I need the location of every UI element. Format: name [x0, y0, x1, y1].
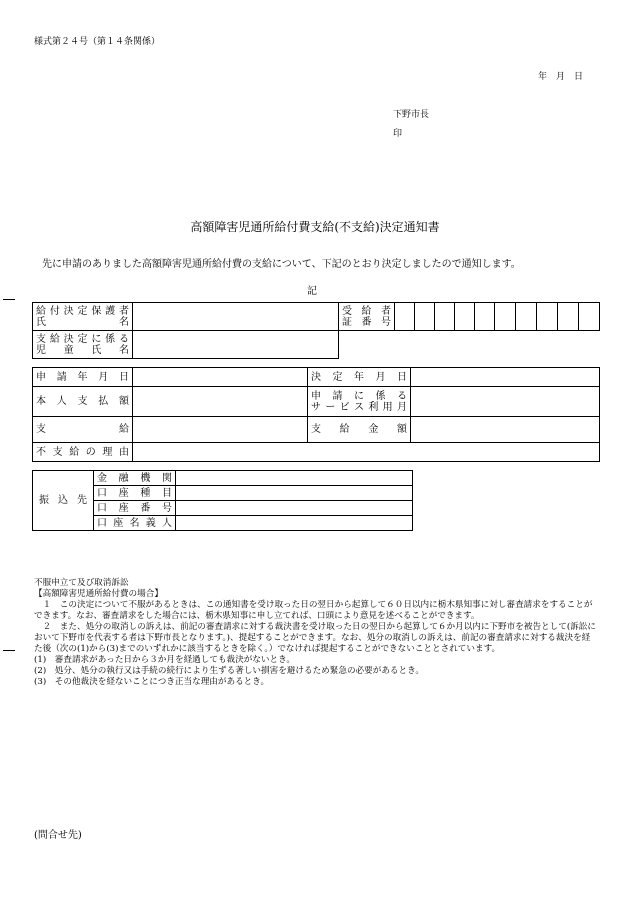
non-payment-reason-label: 不支給の理由	[33, 443, 133, 462]
appeal-notes	[34, 578, 596, 688]
non-payment-reason-field[interactable]	[133, 443, 600, 462]
account-type-label: 口座種目	[94, 486, 176, 501]
form-number: 様式第２４号（第１４条関係）	[34, 37, 161, 47]
margin-mark	[3, 299, 15, 300]
notes-paragraph-2: ２ また、処分の取消しの訴えは、前記の審査請求に対する裁決書を受け取った日の翌日から起算して６か月以内に下野市を被告として(訴訟において下野市を代表する者は下野市長となります。)、提起することができます。なお、処分の取消しの訴えは、前記の審査請求に対する裁決を経た後（次の(1)から(3)までのいずれかに該当するときを除く。）でなければ提起することができないこととされています。	[34, 622, 596, 654]
issuer-seal: 印	[393, 129, 403, 139]
recipient-table	[32, 302, 600, 359]
recipient-digit-cell[interactable]	[415, 303, 435, 331]
recipient-digit-cell[interactable]	[579, 303, 600, 331]
payment-amount-label: 支給金額	[308, 417, 411, 443]
notes-paragraph-1: １ この決定について不服があるときは、この通知書を受け取った日の翌日から起算して６０日以内に栃木県知事に対し審査請求をすることができます。なお、審査請求をした場合には、栃木県知事に申し立てれば、口頭により意見を述べることができます。	[34, 600, 593, 621]
recipient-digit-cell[interactable]	[455, 303, 475, 331]
payment-amount-field[interactable]	[411, 417, 600, 443]
application-date-field[interactable]	[133, 368, 308, 387]
self-payment-label: 本人支払額	[33, 387, 133, 417]
notes-item: (2) 処分、処分の執行又は手続の続行により生ずる著しい損害を避けるため緊急の必要があるとき。	[34, 666, 424, 676]
intro-text: 先に申請のありました高額障害児通所給付費の支給について、下記のとおり決定しましたので通知します。	[42, 259, 521, 270]
bank-label: 金融機関	[94, 471, 176, 486]
application-date-label: 申請年月日	[33, 368, 133, 387]
document-title: 高額障害児通所給付費支給(不支給)決定通知書	[190, 220, 440, 234]
recipient-digit-cell[interactable]	[516, 303, 537, 331]
recipient-digit-cell[interactable]	[475, 303, 495, 331]
account-number-label: 口座番号	[94, 501, 176, 516]
guardian-name-field[interactable]	[133, 303, 339, 331]
recipient-digit-cell[interactable]	[537, 303, 558, 331]
details-table	[32, 367, 600, 462]
notes-item: (3) その他裁決を経ないことにつき正当な理由があるとき。	[34, 677, 270, 687]
account-holder-label: 口座名義人	[94, 516, 176, 531]
child-name-field[interactable]	[133, 331, 339, 359]
bank-field[interactable]	[176, 471, 413, 486]
decision-date-field[interactable]	[411, 368, 600, 387]
payment-label: 支給	[33, 417, 133, 443]
date-line: 年 月 日	[538, 72, 584, 82]
recipient-digit-cell[interactable]	[395, 303, 415, 331]
issuer-name: 下野市長	[393, 110, 430, 120]
notes-item: (1) 審査請求があった日から３か月を経過しても裁決がないとき。	[34, 655, 295, 665]
service-month-label: 申請に係る サービス利用月	[308, 387, 411, 417]
self-payment-field[interactable]	[133, 387, 308, 417]
decision-date-label: 決定年月日	[308, 368, 411, 387]
notes-subheading: 【高額障害児通所給付費の場合】	[34, 589, 163, 599]
notes-heading: 不服申立て及び取消訴訟	[34, 578, 129, 588]
account-number-field[interactable]	[176, 501, 413, 516]
contact-label: (問合せ先)	[34, 830, 82, 841]
bank-table	[32, 470, 413, 531]
ki-heading: 記	[307, 286, 317, 297]
payment-field[interactable]	[133, 417, 308, 443]
guardian-name-label: 給付決定保護者 氏名	[33, 303, 133, 331]
empty-area	[339, 331, 600, 359]
margin-mark	[3, 650, 15, 651]
child-name-label: 支給決定に係る 児童氏名	[33, 331, 133, 359]
recipient-digit-cell[interactable]	[435, 303, 455, 331]
recipient-digit-cell[interactable]	[495, 303, 516, 331]
transfer-label: 振込先	[33, 471, 94, 531]
recipient-number-label: 受給者 証番号	[339, 303, 395, 331]
service-month-field[interactable]	[411, 387, 600, 417]
recipient-digit-cell[interactable]	[558, 303, 579, 331]
account-type-field[interactable]	[176, 486, 413, 501]
account-holder-field[interactable]	[176, 516, 413, 531]
